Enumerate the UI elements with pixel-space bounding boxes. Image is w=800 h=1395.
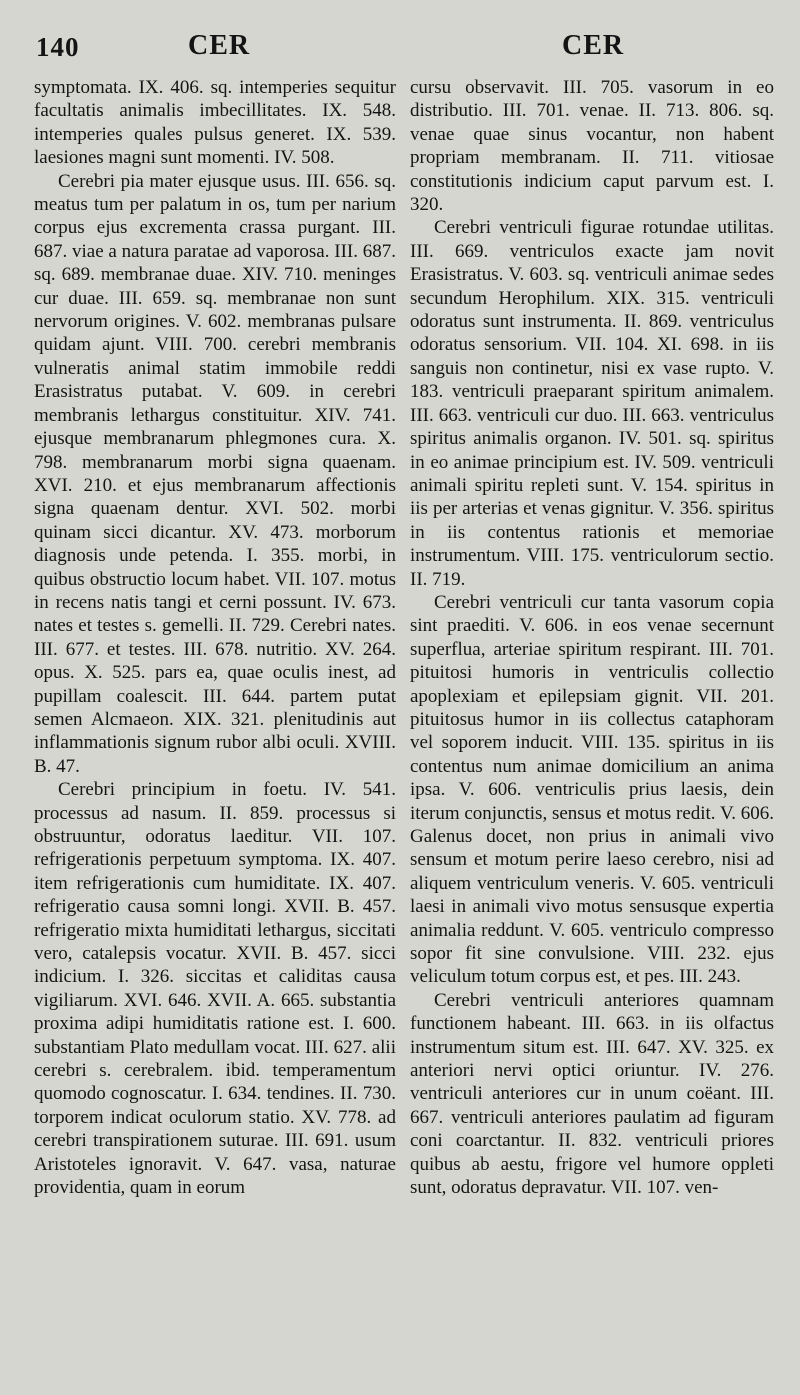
index-paragraph: Cerebri principium in foetu. IV. 541. processus ad nasum. II. 859. processus si obstruuntur, odoratus laeditur. VII. 107. refrigerationis perpetuum symptoma. IX. 407. item refrigerationis cum humiditate. IX. 407. refrigeratio causa somni longi. XVII. B. 457. refrigeratio mixta humiditati lethargus, siccitati vero, catalepsis vocatur. XVII. B. 457. sicci indicium. I. 326. siccitas et caliditas causa vigiliarum. XVI. 646. XVII. A. 665. substantia proxima adipi humiditatis ratione est. I. 600. substantiam Plato medullam vocat. III. 627. alii cerebri s. cerebralem. ibid. temperamentum quomodo cognoscatur. I. 634. tendines. II. 730. torporem indicat oculorum statio. XV. 778. ad cerebri transpirationem suturae. III. 691. usum Aristoteles ignoravit. V. 647. vasa, naturae providentia, quam in eorum [34,779,396,1199]
left-column [34,76,396,1200]
page-header [30,26,780,70]
index-paragraph: symptomata. IX. 406. sq. intemperies sequitur facultatis animalis imbecillitates. IX. 548. intemperies quales pulsus generet. IX. 539. laesiones magni sunt momenti. IV. 508. [34,77,396,169]
column-gutter [399,80,400,1380]
index-paragraph: Cerebri pia mater ejusque usus. III. 656. sq. meatus tum per palatum in os, tum per narium corpus ejus excrementa crassa purgant. III. 687. viae a natura paratae ad vaporosa. III. 687. sq. 689. membranae duae. XIV. 710. meninges cur duae. III. 659. sq. membranae non sunt nervorum origines. V. 602. membranas pulsare quidam ajunt. VIII. 700. cerebri membranis vulneratis animal statim immobile reddi Erasistratus putabat. V. 609. in cerebri membranis lethargus constituitur. XIV. 741. ejusque membranarum phlegmones cura. X. 798. membranarum morbi signa quaenam. XVI. 210. et ejus membranarum affectionis signa quaenam dentur. XVI. 502. morbi quinam sicci dicantur. XV. 473. morborum diagnosis unde petenda. I. 355. morbi, in quibus obstructio locum habet. VII. 107. motus in recens natis tangi et cerni possunt. IV. 673. nates et testes s. gemelli. II. 729. Cerebri nates. III. 677. et testes. III. 678. nutritio. XV. 264. opus. X. 525. pars ea, quae oculis inest, ad pupillam coalescit. III. 644. partem putat semen Alcmaeon. XIX. 321. plenitudinis aut inflammationis signum rubor albi oculi. XVIII. B. 47. [34,170,396,777]
running-head-right: CER [562,30,625,61]
running-head-left: CER [188,30,251,61]
index-paragraph: Cerebri ventriculi anteriores quamnam functionem habeant. III. 663. in iis olfactus instrumentum situm est. III. 647. XV. 325. ex anteriori nervi optici oriuntur. IV. 276. ventriculi anteriores cur in unum coëant. III. 667. ventriculi anteriores paulatim ad figuram coni coarctantur. II. 832. ventriculi priores quibus ab aestu, frigore vel humore oppleti sunt, odoratus depravatur. VII. 107. ven- [410,989,774,1199]
index-paragraph: Cerebri ventriculi cur tanta vasorum copia sint praediti. V. 606. in eos venae secernunt superflua, arteriae spiritum respirant. III. 701. pituitosi humoris in ventriculis collectio apoplexiam et epilepsiam gignit. VII. 201. pituitosus humor in iis collectus cataphoram vel soporem inducit. VIII. 135. spiritus in iis contentus num animae domicilium an anima ipsa. V. 606. ventriculis prius laesis, dein iterum conjunctis, sensus et motus redit. V. 606. Galenus docet, non prius in animali vivo sensum et motum perire laeso cerebro, nisi ad aliquem ventriculum veneris. V. 605. ventriculi laesi in animali vivo motus sensusque expertia animalia reddunt. V. 605. ventriculo compresso sopor fit sine convulsione. VIII. 232. ejus veliculum totum corpus est, et pes. III. 243. [410,591,774,988]
index-paragraph: cursu observavit. III. 705. vasorum in eo distributio. III. 701. venae. II. 713. 806. sq. venae quae sinus vocantur, non habent propriam membranam. II. 711. vitiosae constitutionis indicium caput parvum est. I. 320. [410,77,774,216]
index-paragraph: Cerebri ventriculi figurae rotundae utilitas. III. 669. ventriculos exacte jam novit Erasistratus. V. 603. sq. ventriculi animae sedes secundum Herophilum. XIX. 315. ventriculi odoratus sunt instrumenta. II. 869. ventriculus odoratus sensorium. VII. 104. XI. 698. in iis sanguis non continetur, nisi ex vase rupto. V. 183. ventriculi praeparant spiritum animalem. III. 663. ventriculi cur duo. III. 663. ventriculus spiritus animalis organon. IV. 501. sq. spiritus in eo animae principium est. IV. 509. ventriculi animali spiritu repleti sunt. V. 154. spiritus in iis per arterias et venas gignitur. V. 356. spiritus in iis contentus rationis et memoriae instrumentum. VIII. 175. ventriculorum sectio. II. 719. [410,217,774,590]
right-column [410,76,774,1200]
page-number: 140 [36,32,80,62]
